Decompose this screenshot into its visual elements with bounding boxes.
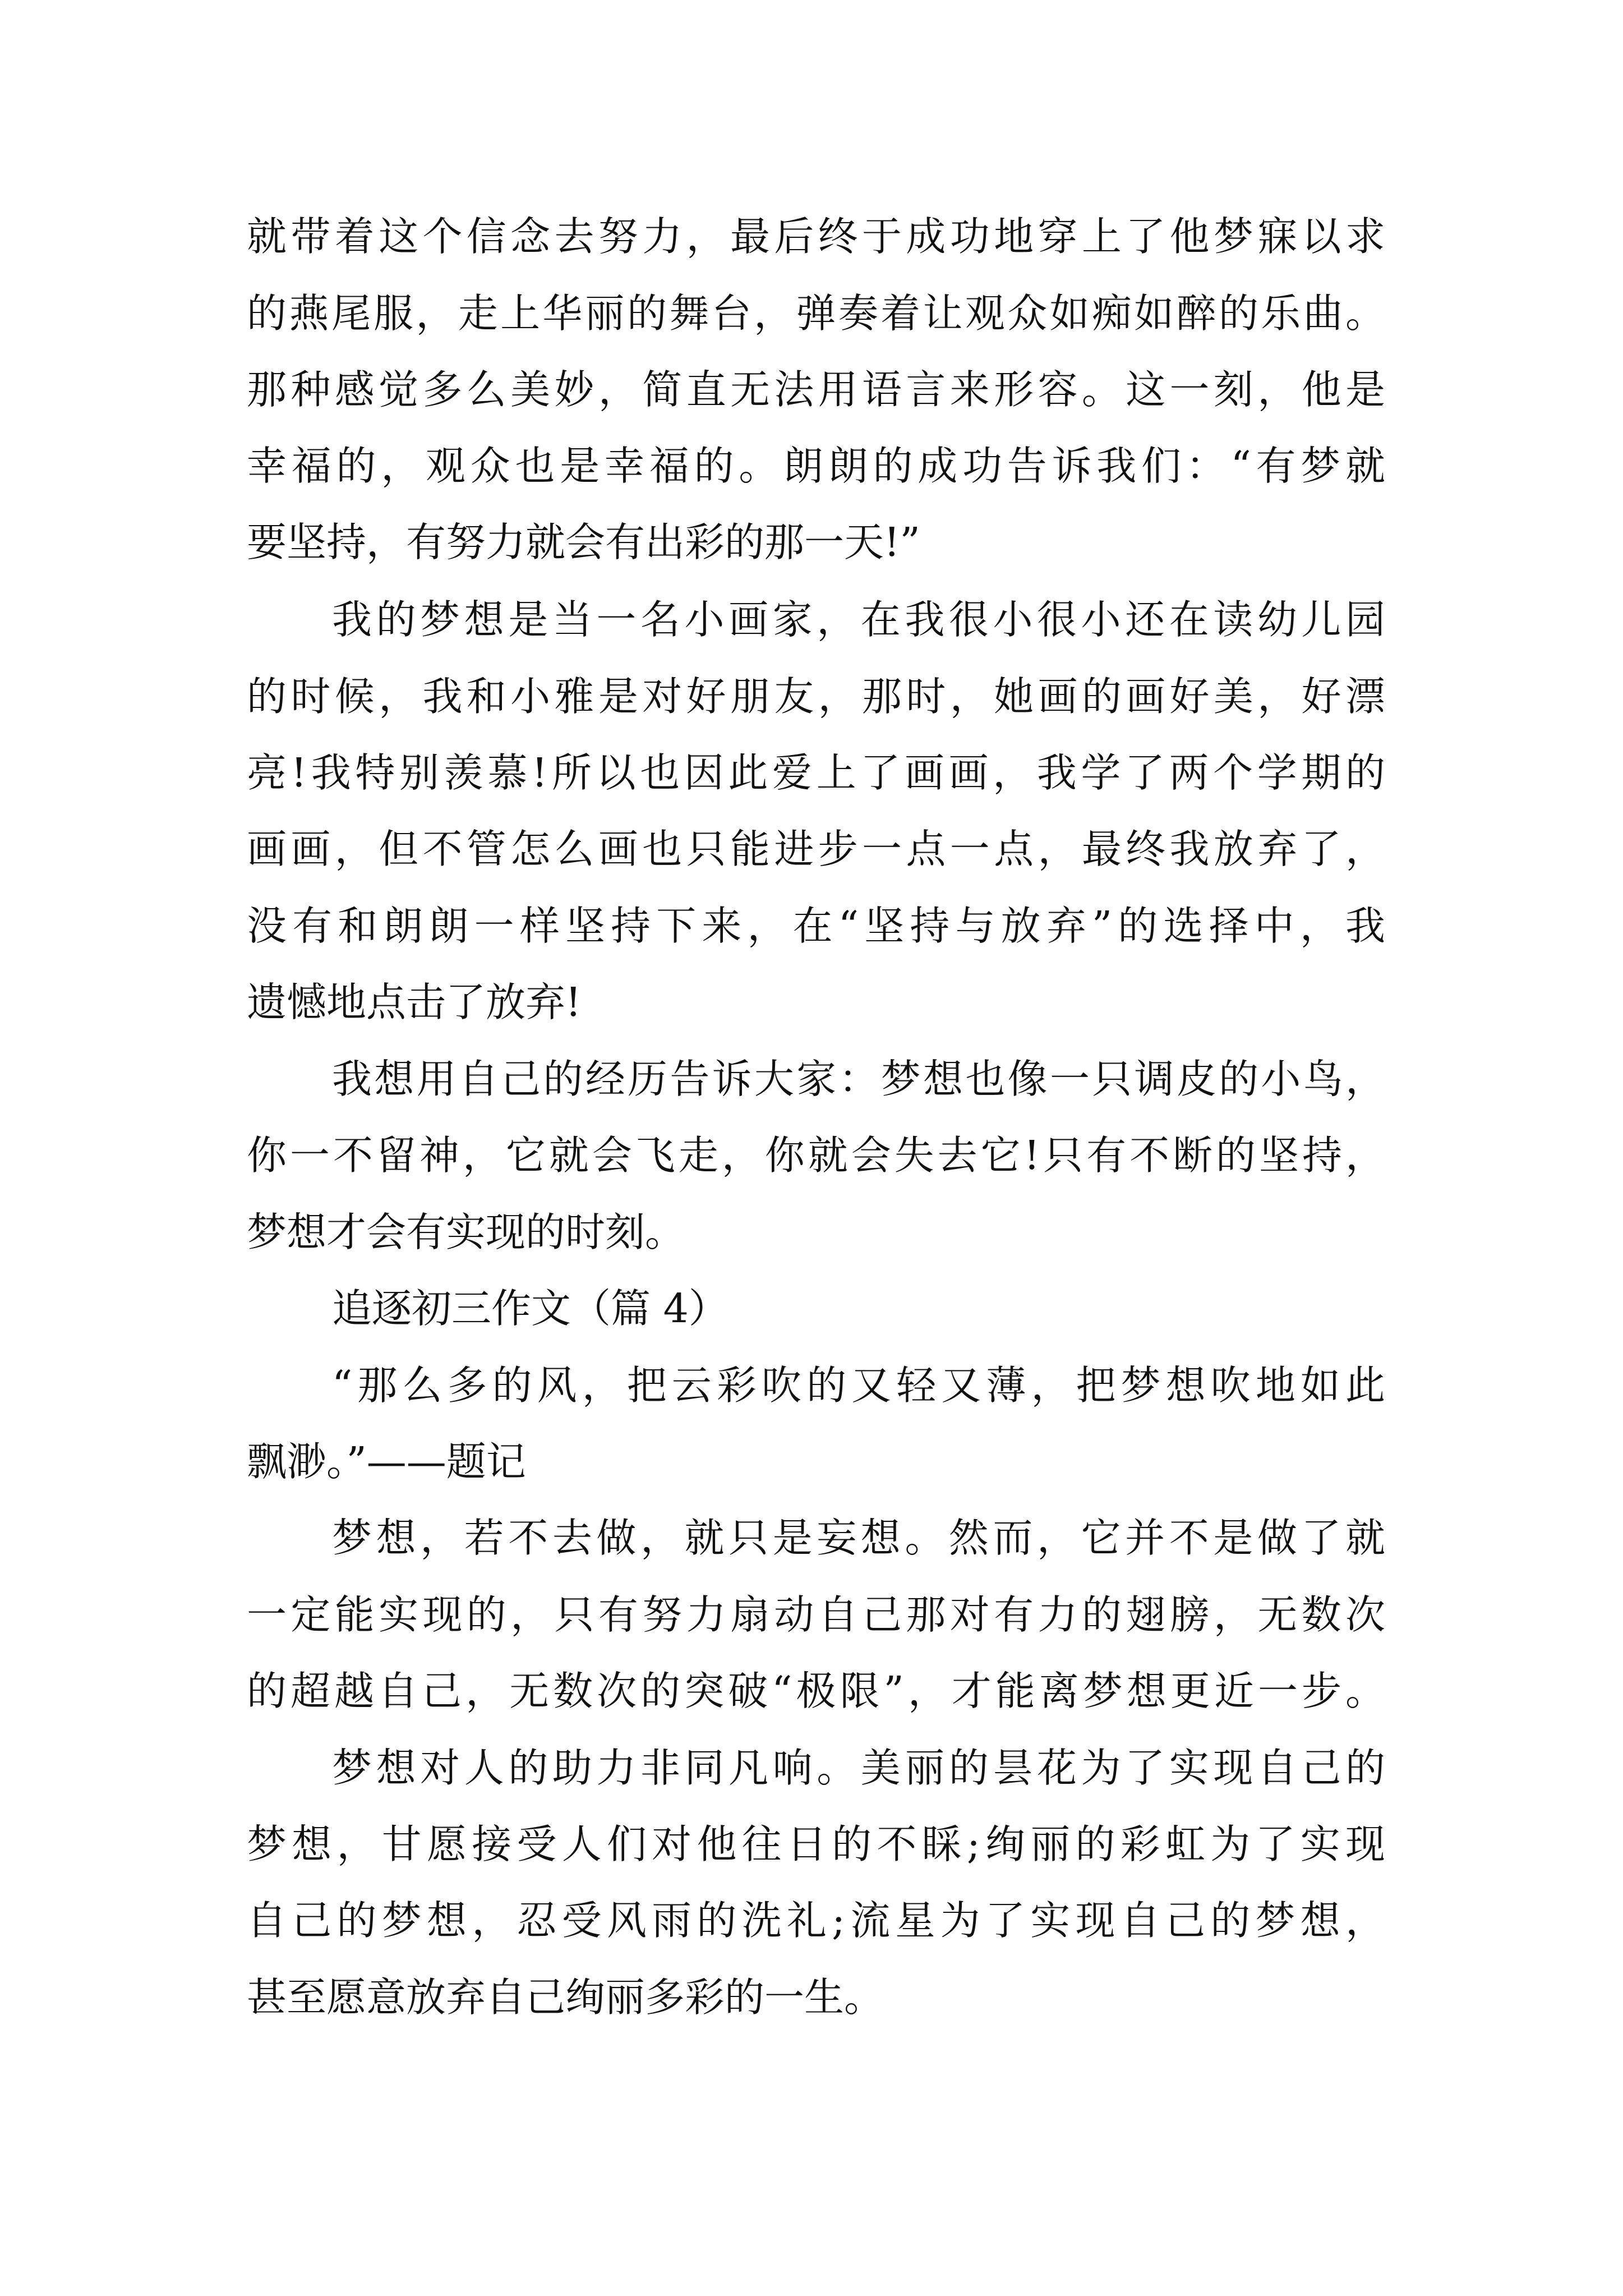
paragraph-start-line: 我的梦想是当一名小画家，在我很小很小还在读幼儿园	[332, 596, 1385, 643]
text-line-14: 梦想才会有实现的时刻。	[247, 1209, 685, 1255]
text-line-1: 就带着这个信念去努力，最后终于成功地穿上了他梦寐以求	[247, 213, 1385, 260]
text-line-7: 的时候，我和小雅是对好朋友，那时，她画的画好美，好漂	[247, 673, 1385, 720]
text-line-10: 没有和朗朗一样坚持下来，在“坚持与放弃”的选择中，我	[247, 903, 1385, 949]
section-heading: 追逐初三作文（篇 4）	[332, 1285, 728, 1332]
paragraph-start-line: 梦想，若不去做，就只是妄想。然而，它并不是做了就	[332, 1515, 1385, 1561]
text-line-5: 要坚持，有努力就会有出彩的那一天!”	[247, 519, 920, 565]
text-line-4: 幸福的，观众也是幸福的。朗朗的成功告诉我们：“有梦就	[247, 443, 1385, 489]
text-line-23: 自己的梦想，忍受风雨的洗礼;流星为了实现自己的梦想，	[247, 1897, 1385, 1944]
paragraph-start-line: 梦想对人的助力非同凡响。美丽的昙花为了实现自己的	[332, 1745, 1385, 1791]
epigraph-line-2: 飘渺。”——题记	[247, 1438, 526, 1485]
text-line-22: 梦想，甘愿接受人们对他往日的不睬;绚丽的彩虹为了实现	[247, 1821, 1385, 1867]
text-line-19: 一定能实现的，只有努力扇动自己那对有力的翅膀，无数次	[247, 1591, 1385, 1638]
text-line-3: 那种感觉多么美妙，简直无法用语言来形容。这一刻，他是	[247, 366, 1385, 413]
text-line-8: 亮!我特别羡慕!所以也因此爱上了画画，我学了两个学期的	[247, 749, 1385, 796]
text-line-9: 画画，但不管怎么画也只能进步一点一点，最终我放弃了，	[247, 826, 1385, 872]
epigraph-line-1: “那么多的风，把云彩吹的又轻又薄，把梦想吹地如此	[332, 1362, 1385, 1409]
text-line-11: 遗憾地点击了放弃!	[247, 979, 582, 1025]
text-line-2: 的燕尾服，走上华丽的舞台，弹奏着让观众如痴如醉的乐曲。	[247, 290, 1385, 337]
text-line-13: 你一不留神，它就会飞走，你就会失去它!只有不断的坚持，	[247, 1132, 1385, 1179]
text-line-20: 的超越自己，无数次的突破“极限”，才能离梦想更近一步。	[247, 1668, 1385, 1714]
paragraph-start-line: 我想用自己的经历告诉大家：梦想也像一只调皮的小鸟，	[332, 1056, 1385, 1102]
text-line-24: 甚至愿意放弃自己绚丽多彩的一生。	[247, 1974, 884, 2021]
